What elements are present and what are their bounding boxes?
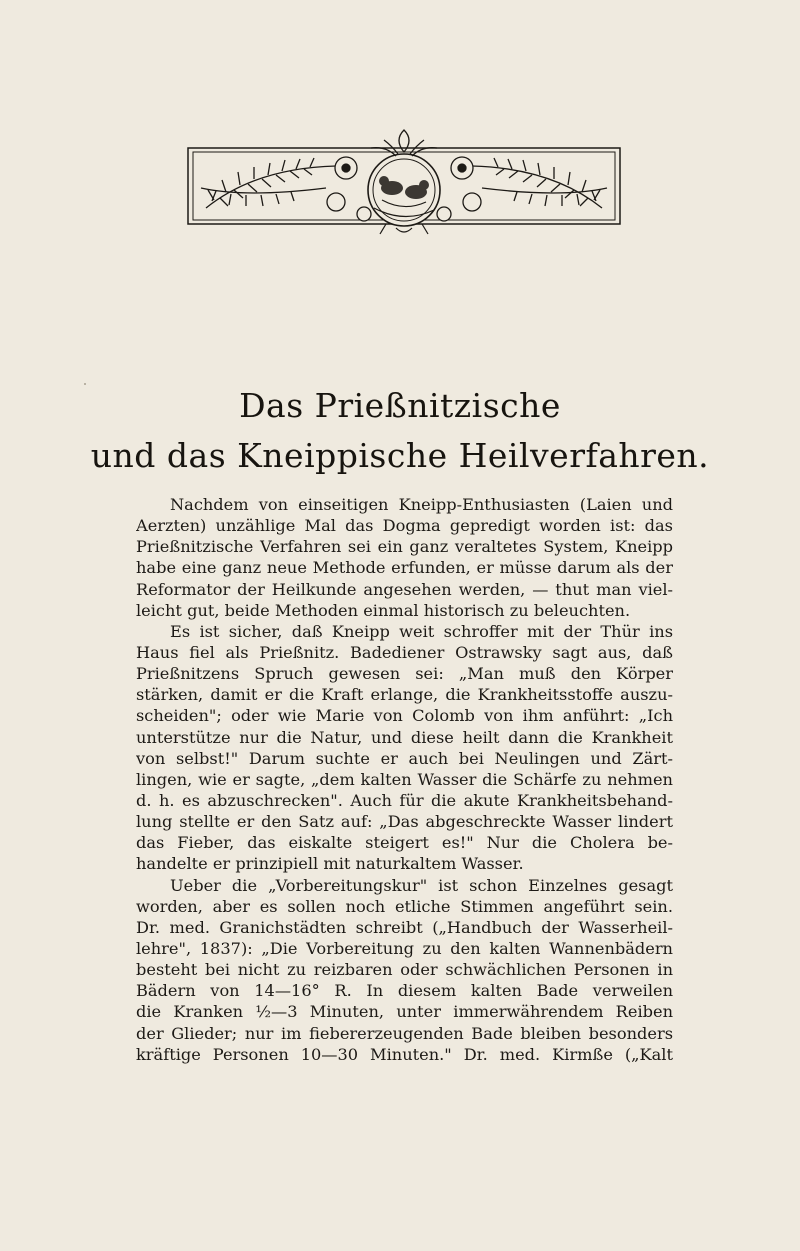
text-line: lehre", 1837): „Die Vorbereitung zu den kalten Wannenbädern [136,938,673,958]
text-line: Ueber die „Vorbereitungskur" ist schon Einzelnes gesagt [170,875,673,895]
text-line: handelte er prinzipiell mit naturkaltem Wasser. [136,854,524,874]
text-line: besteht bei nicht zu reizbaren oder schwächlichen Personen in [136,960,673,980]
text-line: die Kranken ½—3 Minuten, unter immerwährendem Reiben [136,1002,673,1022]
text-line: lingen, wie er sagte, „dem kalten Wasser die Schärfe zu nehmen [136,769,673,789]
text-line: kräftige Personen 10—30 Minuten." Dr. med. Kirmße („Kalt [136,1044,673,1064]
text-line: habe eine ganz neue Methode erfunden, er müsse darum als der [136,558,673,578]
text-line: Bädern von 14—16° R. In diesem kalten Bade verweilen [136,981,673,1001]
text-line: der Glieder; nur im fiebererzeugenden Bade bleiben besonders [136,1023,673,1043]
text-line: Haus fiel als Prießnitz. Badediener Ostrawsky sagt aus, daß [136,642,673,662]
text-line: Dr. med. Granichstädten schreibt („Handbuch der Wasserheil- [136,917,673,937]
text-line: unterstütze nur die Natur, und diese heilt dann die Krankheit [136,727,673,747]
text-line: von selbst!" Darum suchte er auch bei Neulingen und Zärt- [136,748,673,768]
text-line: stärken, damit er die Kraft erlange, die Krankheitsstoffe auszu- [136,685,673,705]
chapter-title-line-2: und das Kneippische Heilverfahren. [90,436,710,475]
page-speck [84,383,86,385]
text-line: Es ist sicher, daß Kneipp weit schroffer mit der Thür ins [170,621,673,641]
text-line: scheiden"; oder wie Marie von Colomb von ihm anführt: „Ich [136,706,673,726]
chapter-title-line-1: Das Prießnitzische [239,386,561,425]
text-line: Nachdem von einseitigen Kneipp-Enthusiasten (Laien und [170,495,673,514]
text-line: Reformator der Heilkunde angesehen werden, — thut man viel- [136,579,673,599]
text-line: das Fieber, das eiskalte steigert es!" Nur die Cholera be- [136,833,673,853]
text-line: lung stellte er den Satz auf: „Das abgeschreckte Wasser lindert [136,812,673,832]
text-line: d. h. es abzuschrecken". Auch für die akute Krankheitsbehand- [136,790,673,810]
text-line: Prießnitzens Spruch gewesen sei: „Man muß den Körper [136,664,673,684]
body-text [136,494,673,1065]
floral-bird-vignette [186,128,622,238]
text-line: worden, aber es sollen noch etliche Stimmen angeführt sein. [136,896,673,916]
text-line: Aerzten) unzählige Mal das Dogma gepredigt worden ist: das [136,516,673,536]
text-line: Prießnitzische Verfahren sei ein ganz veraltetes System, Kneipp [136,537,673,557]
text-line: leicht gut, beide Methoden einmal historisch zu beleuchten. [136,600,631,620]
